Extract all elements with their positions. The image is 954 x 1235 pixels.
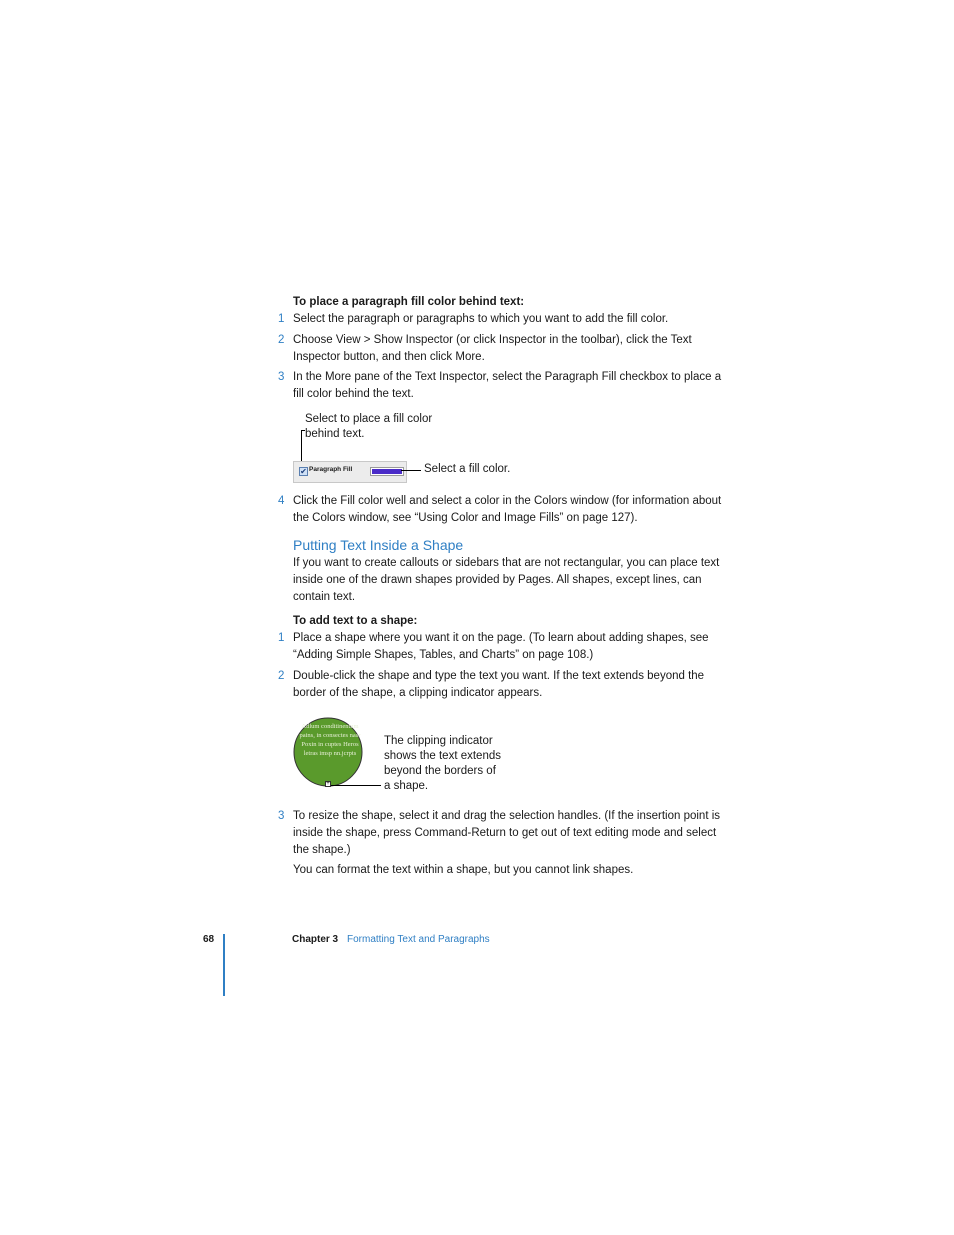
footer-chapter: Chapter 3 xyxy=(292,934,339,945)
step-text: In the More pane of the Text Inspector, select the Paragraph Fill checkbox to place a fill color behind the text. xyxy=(293,371,722,400)
instruction-heading-shape: To add text to a shape: xyxy=(293,615,418,627)
step-number: 1 xyxy=(278,632,285,644)
step-text: Place a shape where you want it on the page. (To learn about adding shapes, see “Adding Simple Shapes, Tables, and Charts” on page 108.) xyxy=(293,632,709,661)
footer-chapter-title: Formatting Text and Paragraphs xyxy=(347,934,490,945)
step-number: 3 xyxy=(278,810,285,822)
step-number: 2 xyxy=(278,670,285,682)
step-text: To resize the shape, select it and drag the selection handles. (If the insertion point is inside the shape, press Command-Return to get out of text editing mode and select the shape.) xyxy=(293,810,721,856)
fill-color-well[interactable] xyxy=(370,467,404,476)
step-number: 2 xyxy=(278,334,285,346)
instruction-heading-fill: To place a paragraph fill color behind text: xyxy=(293,296,525,308)
step-text: Choose View > Show Inspector (or click Inspector in the toolbar), click the Text Inspector button, and then click More. xyxy=(293,334,692,363)
section-heading: Putting Text Inside a Shape xyxy=(293,537,464,553)
paragraph-fill-panel xyxy=(293,461,407,483)
step-number: 1 xyxy=(278,313,285,325)
step-number: 3 xyxy=(278,371,285,383)
shape-text: Adlum conditinentum pains, in consectes nasr Poxin in cuptes Heros letras imsp nn.jcrpts xyxy=(299,723,361,757)
step-number: 4 xyxy=(278,495,285,507)
page-number: 68 xyxy=(203,934,215,945)
callout-leader-line xyxy=(301,430,305,431)
closing-paragraph: You can format the text within a shape, but you cannot link shapes. xyxy=(293,864,634,876)
callout-leader-line xyxy=(401,470,421,471)
clipping-indicator-icon[interactable]: + xyxy=(326,781,330,787)
paragraph-fill-checkbox[interactable]: ✔ xyxy=(300,467,307,476)
callout-color: Select a fill color. xyxy=(424,463,511,475)
callout-leader-line xyxy=(331,785,381,786)
body-paragraph: If you want to create callouts or sidebars that are not rectangular, you can place text inside one of the drawn shapes provided by Pages. All shapes, except lines, can contain text. xyxy=(293,557,720,603)
paragraph-fill-label: Paragraph Fill xyxy=(309,466,353,473)
callout-clipping: The clipping indicator shows the text extends beyond the borders of a shape. xyxy=(384,735,501,792)
step-text: Click the Fill color well and select a color in the Colors window (for information about the Colors window, see “Using Color and Image Fills” on page 127). xyxy=(293,495,722,524)
callout-checkbox: Select to place a fill color behind text. xyxy=(305,413,433,440)
step-text: Select the paragraph or paragraphs to which you want to add the fill color. xyxy=(293,313,669,325)
step-text: Double-click the shape and type the text you want. If the text extends beyond the border of the shape, a clipping indicator appears. xyxy=(293,670,705,699)
footer-rule xyxy=(223,934,225,996)
fill-color-swatch xyxy=(372,469,402,474)
